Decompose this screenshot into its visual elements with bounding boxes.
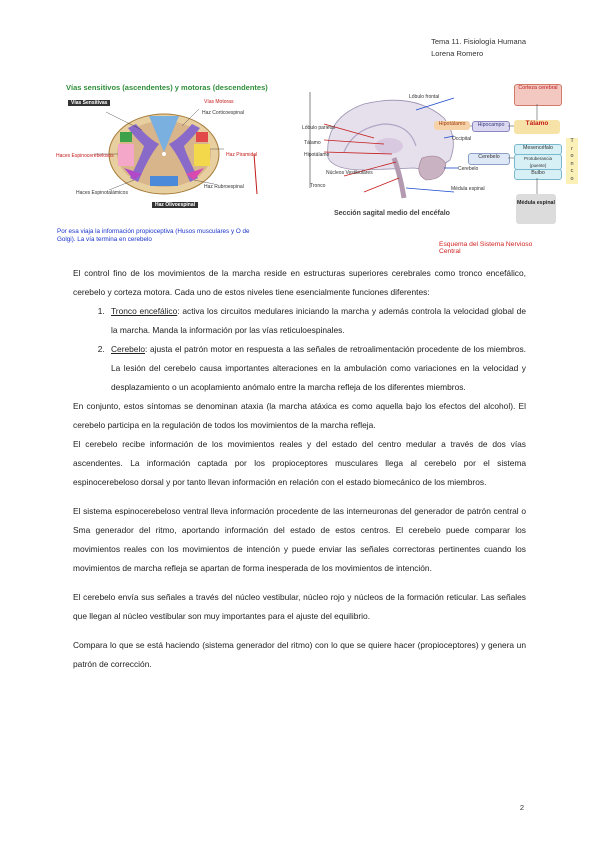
scheme-mesencefalo: Mesencéfalo	[514, 144, 562, 155]
tronco-description: : activa los circuitos medulares iniciando la marcha y además controla la velocidad global de la marcha. Manda la información por las vías reticuloespinales.	[111, 306, 526, 335]
page-header	[431, 36, 526, 60]
brain-label-medula: Médula espinal	[451, 186, 485, 192]
header-course: Tema 11. Fisiología Humana	[431, 37, 526, 46]
brain-label-parietal: Lóbulo parietal	[302, 125, 335, 131]
term-tronco: Tronco encefálico	[111, 306, 178, 316]
scheme-hipocampo: Hipocampo	[472, 121, 510, 132]
brain-label-talamo: Tálamo	[304, 140, 321, 146]
scheme-tronco-vertical: T r o n c o	[566, 138, 578, 184]
brain-label-frontal: Lóbulo frontal	[409, 94, 440, 100]
scheme-medula: Médula espinal	[516, 194, 556, 224]
esquema-title: Esquema del Sistema Nervioso Central	[439, 241, 533, 255]
spinal-label-espinocerebelosos: Haces Espinocerebelosos	[56, 153, 114, 159]
scheme-corteza: Corteza cerebral	[514, 84, 562, 106]
spinal-label-rubroespinal: Haz Rubroespinal	[204, 184, 244, 190]
paragraph-ataxia: En conjunto, estos síntomas se denominan ataxia (la marcha atáxica es como aquella bajo los efectos del alcohol). El cerebelo participa en la regulación de todos los movimientos de la marcha refleja.	[73, 401, 526, 430]
spinal-label-olivoespinal: Haz Olivoespinal	[152, 202, 198, 208]
paragraph-compare: Compara lo que se está haciendo (sistema generador del ritmo) con lo que se quiere hacer (propioceptores) y genera un patrón de corrección.	[73, 640, 526, 669]
spinal-label-piramidal: Haz Piramidal	[226, 152, 258, 158]
cerebelo-description: : ajusta el patrón motor en respuesta a las señales de retroalimentación procedente de los miembros. La lesión del cerebelo causa importantes alteraciones en la ambulación como variaciones en la velocidad y desplazamiento o un acoplamiento anómalo entre la marcha refleja de los diferentes miembros.	[111, 344, 526, 392]
levels-list	[73, 302, 526, 397]
figure-title: Vías sensitivos (ascendentes) y motoras (descendentes)	[66, 83, 268, 92]
scheme-talamo: Tálamo	[514, 120, 560, 134]
spinal-label-corticoespinal: Haz Corticoespinal	[202, 110, 244, 116]
header-author: Lorena Romero	[431, 49, 484, 58]
brain-label-vestibulares: Núcleos Vestibulares	[326, 170, 373, 176]
brain-label-tronco: Tronco	[310, 183, 326, 189]
body-text	[73, 264, 526, 674]
spinal-label-espinotalamicos: Haces Espinotalámicos	[76, 190, 128, 196]
paragraph-signals: El cerebelo envía sus señales a través del núcleo vestibular, núcleo rojo y núcleos de la formación reticular. Las señales que llegan al núcleo vestibular son muy importantes para el ajuste del equilibrio.	[73, 592, 526, 621]
paragraph-ventral: El sistema espinocerebeloso ventral lleva información procedente de las interneuronas del generador de patrón central o Sma generador del ritmo, aportando información del estado de estos centros. El cerebelo puede comparar los movimientos reales con los movimientos de intención y puede enviar las señales correctoras pertinentes cuando los movimientos de marcha refleja se apartan de forma inesperada de los movimientos de intención.	[73, 506, 526, 573]
brain-label-cerebelo: Cerebelo	[458, 166, 479, 172]
scheme-connectors	[430, 100, 570, 200]
spinal-label-sensitivas: Vías Sensitivas	[68, 100, 110, 106]
spinal-label-motoras: Vías Motoras	[204, 99, 234, 105]
figure-nervous-system	[54, 80, 574, 255]
scheme-protuberancia: Protuberancia (puente)	[514, 154, 562, 170]
figure-note: Por esa viaja la información propioceptiva (Husos musculares y O de Golgi). La vía termina en cerebelo	[57, 228, 250, 243]
list-item-cerebelo	[107, 340, 526, 397]
page-number: 2	[519, 803, 524, 812]
brain-label-occipital: Occipital	[452, 136, 472, 142]
scheme-bulbo: Bulbo	[514, 169, 562, 180]
brain-label-hipotalamo: Hipotálamo	[304, 152, 330, 158]
term-cerebelo: Cerebelo	[111, 344, 145, 354]
paragraph-intro: El control fino de los movimientos de la marcha reside en estructuras superiores cerebrales como tronco encefálico, cerebelo y corteza motora. Cada uno de estos niveles tiene esencialmente funciones diferentes:	[73, 268, 526, 297]
scheme-cerebelo: Cerebelo	[468, 153, 510, 165]
scheme-hipotalamo: Hipotálamo	[434, 121, 470, 130]
sagittal-caption: Sección sagital medio del encéfalo	[334, 210, 450, 217]
list-item-tronco	[107, 302, 526, 340]
paragraph-ascending: El cerebelo recibe información de los movimientos reales y del estado del centro medular a través de dos vías ascendentes. La información captada por los propioceptores musculares llega al cerebelo por el sistema espinocerebeloso dorsal y por tanto llevan información en relación con el estado biomecánico de los miembros.	[73, 439, 526, 487]
